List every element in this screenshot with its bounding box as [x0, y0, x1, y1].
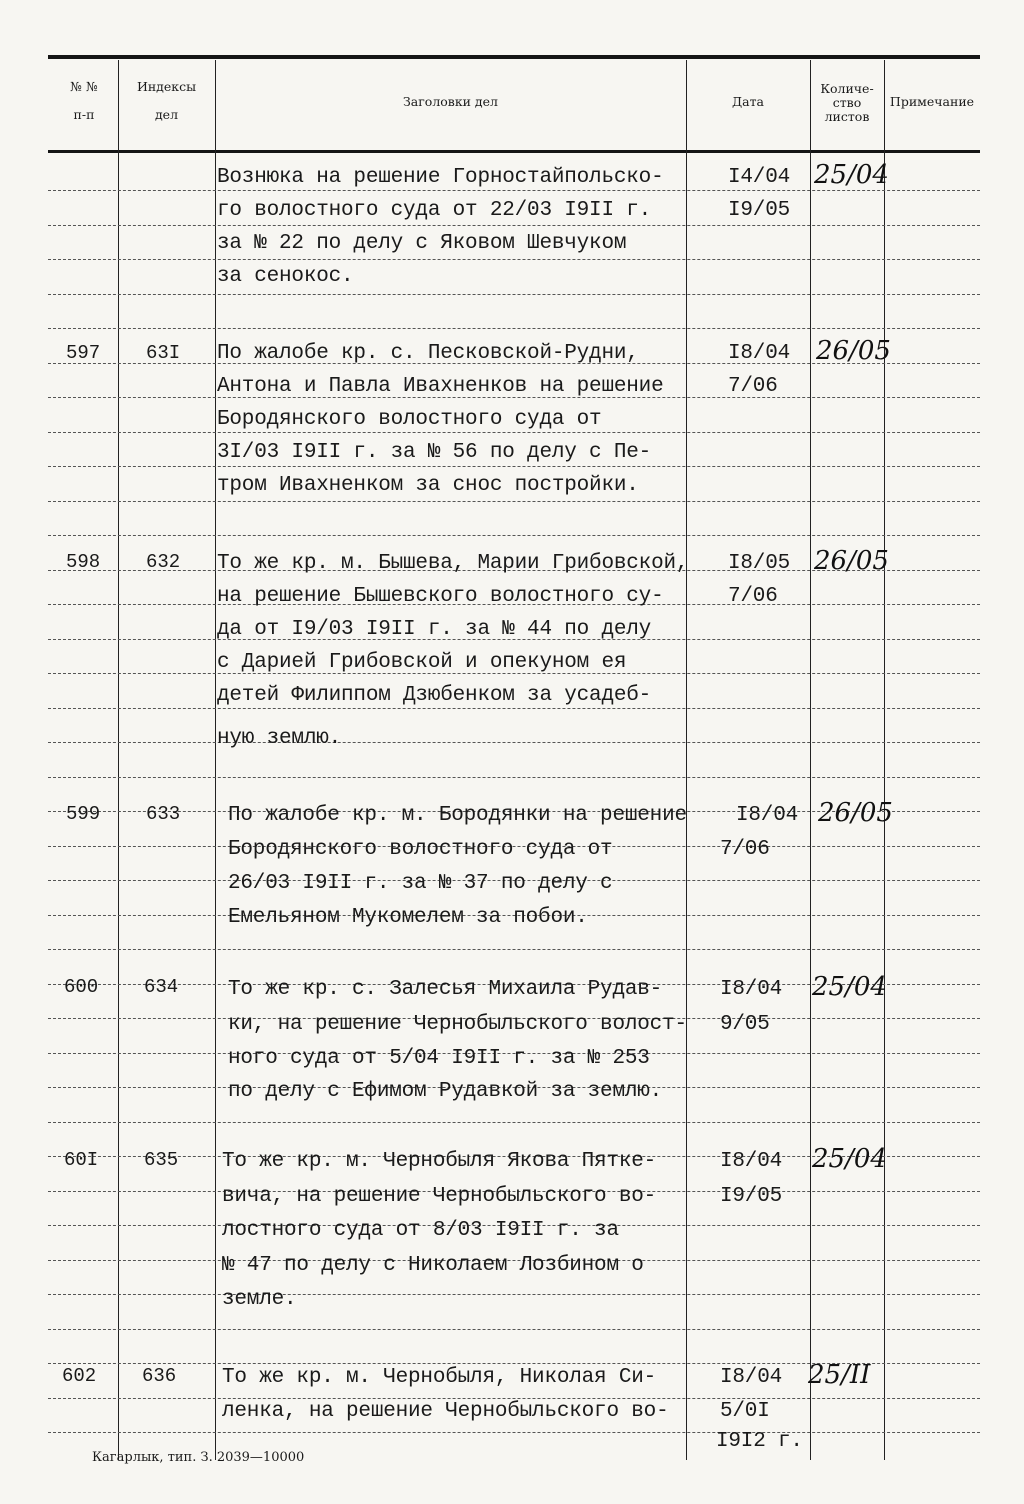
- title-line: на решение Бышевского волостного су-: [217, 585, 664, 608]
- date-start: I4/04: [728, 166, 791, 189]
- form-rule: [48, 328, 980, 329]
- entry-index: 634: [144, 976, 179, 998]
- title-line: Антона и Павла Ивахненков на решение: [217, 375, 664, 398]
- title-line: Бородянского волостного суда от: [228, 838, 613, 861]
- entry-number: 599: [66, 803, 101, 825]
- date-start: I8/04: [720, 978, 783, 1001]
- header-num: № № п-п: [70, 79, 98, 122]
- col-line-5: [884, 60, 885, 1460]
- sheet-count: 25/04: [814, 160, 889, 190]
- title-line: вича, на решение Чернобыльского во-: [222, 1185, 657, 1208]
- entry-number: 598: [66, 551, 101, 573]
- date-start: I8/04: [720, 1150, 783, 1173]
- header-index: Индексы дел: [136, 79, 197, 122]
- entry-index: 632: [146, 551, 181, 573]
- entry-number: 60I: [64, 1149, 99, 1171]
- sheet-count: 26/05: [818, 798, 893, 828]
- title-line: да от I9/03 I9II г. за № 44 по делу: [217, 618, 652, 641]
- title-line: го волостного суда от 22/03 I9II г.: [217, 199, 652, 222]
- date-year: I9I2 г.: [716, 1430, 803, 1453]
- entry-index: 636: [142, 1365, 177, 1387]
- form-rule: [48, 949, 980, 950]
- title-line: детей Филиппом Дзюбенком за усадеб-: [217, 684, 652, 707]
- form-rule: [48, 1122, 980, 1123]
- title-line: То же кр. м. Чернобыля, Николая Си-: [222, 1366, 657, 1389]
- date-end: 7/06: [728, 375, 778, 398]
- title-line: По жалобе кр. м. Бородянки на решение: [228, 804, 687, 827]
- title-line: № 47 по делу с Николаем Лозбином о: [222, 1254, 644, 1277]
- title-line: ного суда от 5/04 I9II г. за № 253: [228, 1047, 650, 1070]
- header-bottom-rule: [48, 150, 980, 153]
- date-end: 7/06: [720, 838, 770, 861]
- entry-index: 635: [144, 1149, 179, 1171]
- col-line-3: [686, 60, 687, 1460]
- form-rule: [48, 1432, 980, 1433]
- title-line: 3I/03 I9II г. за № 56 по делу с Пе-: [217, 441, 652, 464]
- entry-index: 633: [146, 803, 181, 825]
- entry-number: 602: [62, 1365, 97, 1387]
- title-line: ную землю.: [217, 727, 342, 750]
- date-end: 7/06: [728, 585, 778, 608]
- title-line: по делу с Ефимом Рудавкой за землю.: [228, 1080, 663, 1103]
- form-rule: [48, 1294, 980, 1295]
- sheet-count: 25/04: [812, 972, 887, 1002]
- entry-number: 597: [66, 342, 101, 364]
- title-line: 26/03 I9II г. за № 37 по делу с: [228, 872, 613, 895]
- form-rule: [48, 1329, 980, 1330]
- date-end: I9/05: [728, 199, 791, 222]
- entry-number: 600: [64, 976, 99, 998]
- printer-footer: Кагарлык, тип. З. 2039—10000: [92, 1450, 305, 1465]
- date-start: I8/04: [720, 1366, 783, 1389]
- title-line: По жалобе кр. с. Песковской-Рудни,: [217, 342, 639, 365]
- form-rule: [48, 777, 980, 778]
- form-rule: [48, 294, 980, 295]
- title-line: То же кр. м. Бышева, Марии Грибовской,: [217, 552, 689, 575]
- sheet-count: 26/05: [816, 336, 891, 366]
- col-line-1: [118, 60, 119, 1460]
- sheet-count: 25/II: [808, 1360, 871, 1390]
- form-rule: [48, 535, 980, 536]
- title-line: с Дарией Грибовской и опекуном ея: [217, 651, 627, 674]
- col-line-2: [215, 60, 216, 1460]
- date-end: 9/05: [720, 1013, 770, 1036]
- title-line: за сенокос.: [217, 265, 354, 288]
- sheet-count: 26/05: [814, 546, 889, 576]
- title-line: Бородянского волостного суда от: [217, 408, 602, 431]
- date-start: I8/04: [728, 342, 791, 365]
- title-line: Вознюка на решение Горностайпольско-: [217, 166, 664, 189]
- entry-index: 63I: [146, 342, 181, 364]
- date-start: I8/05: [728, 552, 791, 575]
- date-end: 5/0I: [720, 1400, 770, 1423]
- title-line: ки, на решение Чернобыльского волост-: [228, 1013, 687, 1036]
- date-end: I9/05: [720, 1185, 783, 1208]
- header-note: Примечание: [889, 94, 975, 109]
- title-line: земле.: [222, 1288, 297, 1311]
- title-line: ленка, на решение Чернобыльского во-: [222, 1400, 669, 1423]
- header-count: Количе- ство листов: [820, 81, 874, 124]
- title-line: Емельяном Мукомелем за побои.: [228, 906, 588, 929]
- header-date: Дата: [732, 94, 764, 109]
- sheet-count: 25/04: [812, 1144, 887, 1174]
- header-title: Заголовки дел: [403, 94, 498, 109]
- form-rule: [48, 742, 980, 743]
- title-line: за № 22 по делу с Яковом Шевчуком: [217, 232, 627, 255]
- title-line: лостного суда от 8/03 I9II г. за: [222, 1219, 619, 1242]
- title-line: То же кр. м. Чернобыля Якова Пятке-: [222, 1150, 657, 1173]
- title-line: То же кр. с. Залесья Михаила Рудав-: [228, 978, 663, 1001]
- date-start: I8/04: [736, 804, 799, 827]
- col-line-4: [810, 60, 811, 1460]
- title-line: тром Ивахненком за снос постройки.: [217, 474, 639, 497]
- top-rule: [48, 55, 980, 59]
